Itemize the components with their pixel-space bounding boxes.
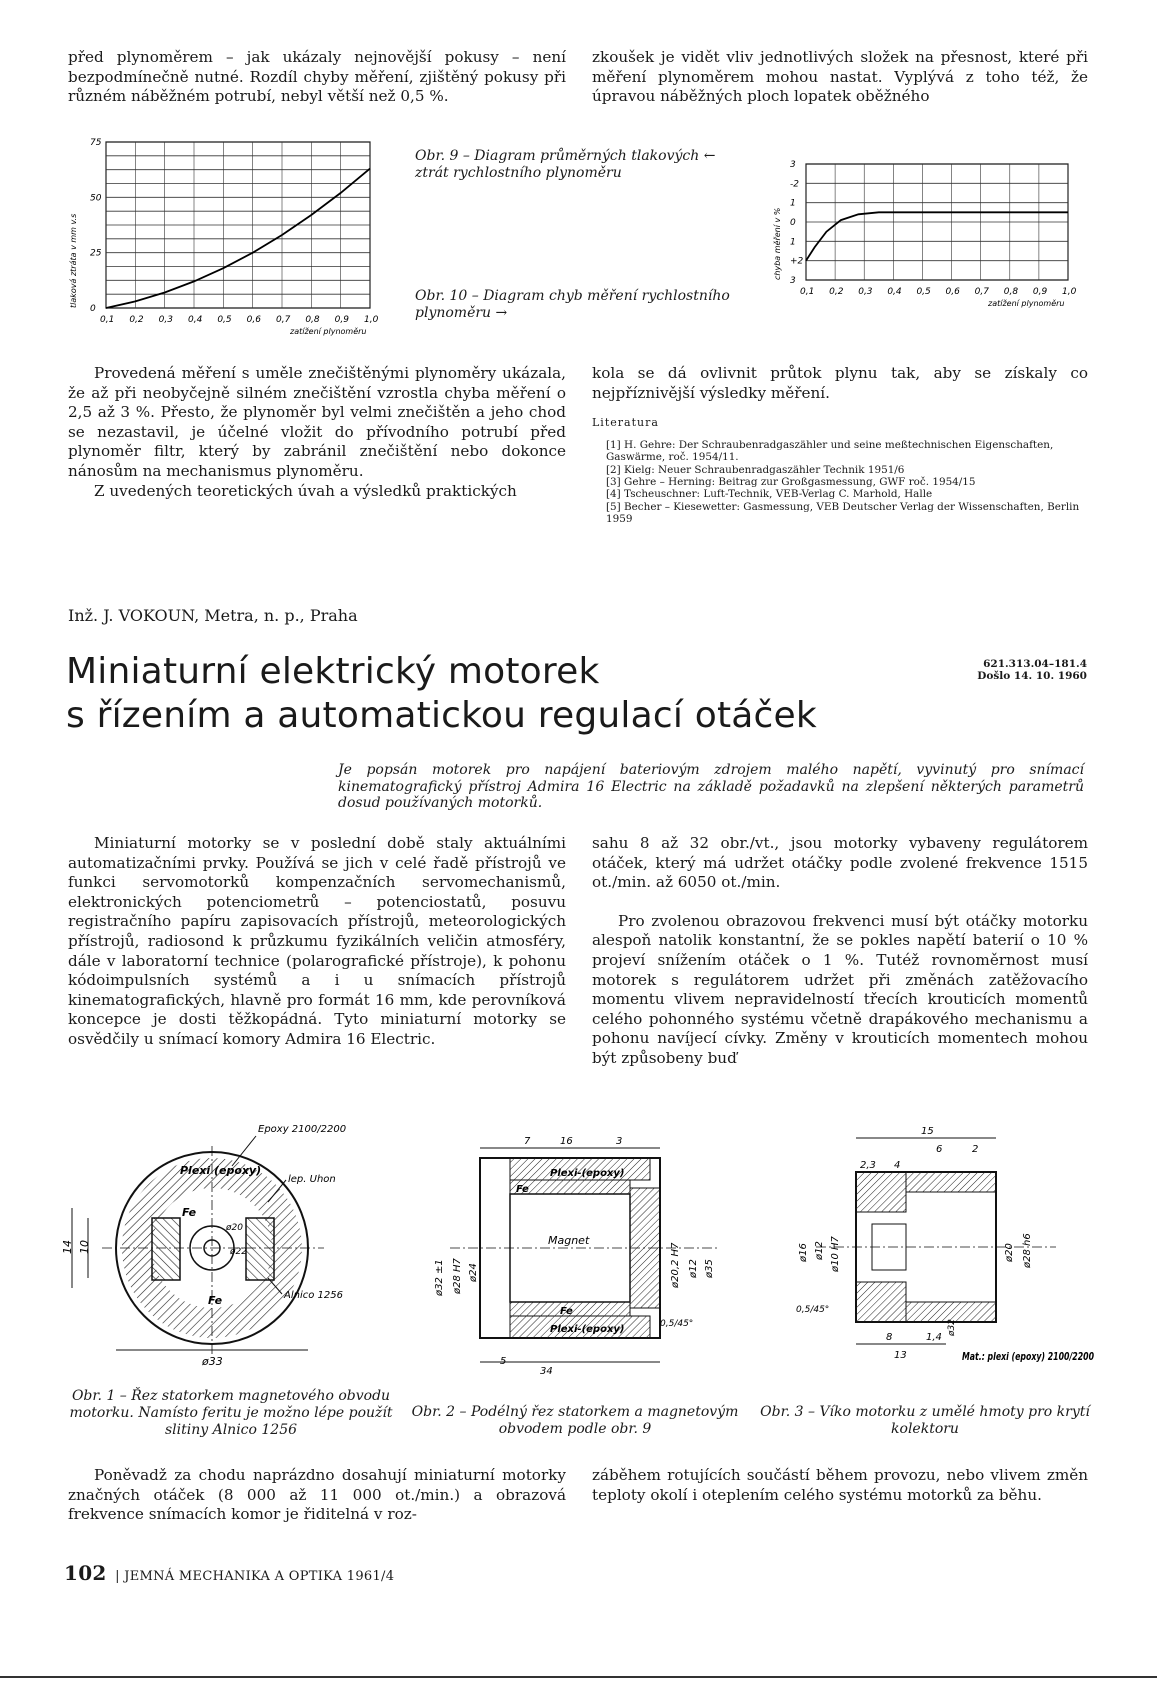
fig3-dim-13: 13 — [894, 1350, 907, 1361]
fig1-label-epoxy: Epoxy 2100/2200 — [258, 1124, 347, 1135]
x-tick-label: 0,1 — [800, 287, 815, 297]
fig1-label-fe-bottom: Fe — [208, 1294, 223, 1307]
fig3-caption: Obr. 3 – Víko motorku z umělé hmoty pro krytí kolektoru — [760, 1404, 1090, 1437]
x-axis-label: zatížení plynoměru — [988, 299, 1065, 308]
bottom-right-column — [592, 1466, 1088, 1505]
series-line — [806, 212, 1068, 260]
fig1-label-lep: lep. Uhon — [288, 1174, 336, 1185]
fig3-dim-10: ø10 H7 — [830, 1236, 841, 1272]
bottom-right-paragraph: záběhem rotujících součástí během provozu, nebo vlivem změn teploty okolí i oteplením celého systému motorků za běhu. — [592, 1466, 1088, 1504]
fig2-dim-20: ø20,2 H7 — [670, 1242, 681, 1288]
fig1-dim-10: 10 — [78, 1240, 91, 1254]
fig3-dim-23: 2,3 — [860, 1160, 876, 1171]
article-title — [66, 650, 817, 738]
x-tick-label: 0,2 — [829, 287, 844, 297]
bottom-left-paragraph: Poněvadž za chodu naprázdno dosahují miniaturní motorky značných otáček (8 000 až 11 000 ot./min.) a obrazová frekvence snímacích komor je řiditelná v roz- — [68, 1466, 566, 1524]
fig10-caption: Obr. 10 – Diagram chyb měření rychlostního plynoměru → — [415, 288, 730, 321]
top-left-paragraph: před plynoměrem – jak ukázaly nejnovější pokusy – není bezpodmínečně nutné. Rozdíl chyby měření, zjištěný pokusy při různém náběžném potrubí, nebyl větší než 0,5 %. — [68, 48, 566, 106]
fig9-chart — [66, 134, 386, 344]
fig3-dim-2: 2 — [972, 1144, 979, 1155]
fig2-dim-7: 7 — [524, 1136, 531, 1147]
x-tick-label: 1,0 — [364, 315, 379, 325]
bottom-left-column — [68, 1466, 566, 1525]
fig2-dim-3: 3 — [616, 1136, 623, 1147]
fig2-dim-34: 34 — [540, 1366, 553, 1377]
cover-wall-bottom — [906, 1302, 996, 1322]
fig2-chamfer: 0,5/45° — [660, 1319, 694, 1329]
fig2-dim-16: 16 — [560, 1136, 573, 1147]
mid-left-paragraph-1: Provedená měření s uměle znečištěnými plynoměry ukázala, že až při neobyčejně silném znečištění vzrostla chyba měření o 2,5 až 3 %. Přesto, že plynoměr byl velmi znečištěn a jeho chod se nezastavil, je účelné vložit do přívodního potrubí před plynoměr filtr, který by zabránil znečištění nebo dokonce nánosům na mechanismus plynoměru. — [68, 364, 566, 480]
y-axis-label: tlaková ztráta v mm v.s — [69, 213, 78, 308]
x-tick-label: 0,2 — [129, 315, 144, 325]
x-tick-label: 0,4 — [887, 287, 902, 297]
x-tick-label: 0,5 — [217, 315, 232, 325]
x-tick-label: 0,3 — [858, 287, 873, 297]
x-axis-label: zatížení plynoměru — [290, 327, 367, 336]
x-tick-label: 0,3 — [158, 315, 173, 325]
body-right-paragraph-1: sahu 8 až 32 obr./vt., jsou motorky vybaveny regulátorem otáček, který má udržet otáčky podle zvolené frekvence 1515 ot./min. až 6050 ot./min. — [592, 834, 1088, 892]
fig10-chart — [770, 152, 1100, 322]
fig3-dim-4: 4 — [894, 1160, 901, 1171]
fig1-label-plexi: Plexi (epoxy) — [180, 1164, 262, 1177]
page-number: 102 — [64, 1561, 107, 1585]
x-tick-label: 0,6 — [945, 287, 960, 297]
fig1-dim-33: ø33 — [202, 1355, 223, 1368]
x-tick-label: 0,6 — [246, 315, 261, 325]
literature-item: [5] Becher – Kiesewetter: Gasmessung, VEB Deutscher Verlag der Wissenschaften, Berlin 1959 — [606, 500, 1080, 526]
literature-item: [2] Kielg: Neuer Schraubenradgaszähler Technik 1951/6 — [606, 463, 905, 476]
y-tick-label: 0 — [90, 304, 96, 314]
page-footer — [64, 1561, 394, 1585]
fig3-dim-8: 8 — [886, 1332, 893, 1343]
fig3-dim-6: 6 — [936, 1144, 943, 1155]
y-tick-label: 3 — [790, 276, 796, 286]
mid-right-paragraph: kola se dá ovlivnit průtok plynu tak, aby se získaly co nejpříznivější výsledky měření. — [592, 364, 1088, 402]
fig1-label-fe-top: Fe — [182, 1206, 197, 1219]
fig2-dim-5: 5 — [500, 1356, 507, 1367]
literature-item: [4] Tscheuschner: Luft-Technik, VEB-Verlag C. Marhold, Halle — [606, 488, 933, 501]
x-tick-label: 0,4 — [188, 315, 203, 325]
mid-right-column — [592, 364, 1088, 526]
y-tick-label: +2 — [790, 256, 804, 267]
fig1-dim-20: ø20 — [226, 1223, 243, 1233]
fig9-caption: Obr. 9 – Diagram průměrných tlakových ← ztrát rychlostního plynoměru — [415, 148, 716, 181]
x-tick-label: 0,8 — [305, 315, 320, 325]
fig2-drawing — [420, 1118, 750, 1388]
fig2-dim-35: ø35 — [704, 1259, 715, 1278]
literature-heading: Literatura — [592, 416, 659, 430]
body-right-paragraph-2: Pro zvolenou obrazovou frekvenci musí být otáčky motorku alespoň natolik konstantní, že se pokles napětí baterií o 10 % projeví snížením otáček o 1 %. Tutéž rovnoměrnost musí motorek s regulátorem udržet při změnách zatěžovacího momentu vlivem nepravidelností třecích krouticích momentů celého pohonného systému včetně drapákového mechanismu a pohonu navíjecí cívky. Změny v krouticích momentech mohou být způsobeny buď — [592, 911, 1088, 1067]
fig3-dim-16: ø16 — [798, 1243, 809, 1262]
fig3-dim-28: ø28 h6 — [1022, 1233, 1033, 1268]
fig2-label-fe-bottom: Fe — [560, 1306, 573, 1317]
fig2-dim-28: ø28 H7 — [452, 1258, 463, 1294]
fig2-dim-12: ø12 — [688, 1259, 699, 1278]
fig3-dim-14: 1,4 — [926, 1332, 942, 1343]
top-right-paragraph: zkoušek je vidět vliv jednotlivých složek na přesnost, které při měření plynoměrem mohou nastat. Vyplývá z toho též, že úpravou náběžných ploch lopatek oběžného — [592, 48, 1088, 106]
fig3-drawing — [776, 1112, 1096, 1382]
y-tick-label: -2 — [790, 179, 799, 190]
cover-flange-top — [856, 1172, 906, 1212]
fig3-dim-20: ø20 — [1004, 1243, 1015, 1262]
body-right-column — [592, 834, 1088, 1069]
article-meta — [977, 658, 1087, 682]
fig2-label-magnet: Magnet — [548, 1234, 590, 1247]
cover-flange-bottom — [856, 1282, 906, 1322]
series-line — [106, 169, 370, 308]
cover-wall — [906, 1172, 996, 1192]
y-tick-label: 75 — [90, 138, 102, 148]
top-left-column — [68, 48, 566, 107]
fig2-label-plexi-top: Plexi-(epoxy) — [550, 1168, 625, 1179]
mid-left-column — [68, 364, 566, 501]
fig3-chamfer: 0,5/45° — [796, 1305, 830, 1315]
x-tick-label: 0,8 — [1003, 287, 1019, 297]
journal-name: JEMNÁ MECHANIKA A OPTIKA 1961/4 — [124, 1569, 395, 1584]
fig1-dim-14: 14 — [61, 1240, 74, 1254]
x-tick-label: 1,0 — [1062, 287, 1077, 297]
fig2-dim-24: ø24 — [468, 1263, 479, 1282]
fig3-dim-12: ø12 — [814, 1241, 825, 1260]
bottom-rule — [0, 1676, 1157, 1678]
literature-item: [1] H. Gehre: Der Schraubenradgaszähler und seine meßtechnischen Eigenschaften, Gaswärme, roč. 1954/11. — [606, 438, 1054, 464]
x-tick-label: 0,1 — [100, 315, 115, 325]
y-tick-label: 0 — [790, 218, 796, 228]
y-axis-label: chyba měření v % — [773, 207, 782, 280]
fig2-label-fe-top: Fe — [516, 1184, 529, 1195]
fig3-material: Mat.: plexi (epoxy) 2100/2200 — [962, 1350, 1095, 1363]
fig3-dim-32: ø32 — [947, 1319, 957, 1336]
top-right-column — [592, 48, 1088, 107]
y-tick-label: 25 — [90, 248, 102, 259]
fig2-label-plexi-bottom: Plexi-(epoxy) — [550, 1324, 625, 1335]
x-tick-label: 0,9 — [1032, 287, 1048, 297]
author-line: Inž. J. VOKOUN, Metra, n. p., Praha — [68, 606, 358, 625]
magnet-left — [152, 1218, 180, 1280]
magnet-right — [246, 1218, 274, 1280]
mid-left-paragraph-2: Z uvedených teoretických úvah a výsledků praktických — [94, 481, 517, 500]
y-tick-label: 1 — [790, 237, 796, 248]
y-tick-label: 3 — [790, 160, 796, 170]
title-line-1: Miniaturní elektrický motorek — [66, 651, 600, 692]
y-tick-label: 1 — [790, 198, 796, 209]
fig2-dim-32: ø32 ±1 — [434, 1259, 445, 1296]
y-tick-label: 50 — [90, 193, 102, 204]
fig1-dim-22: ø22 — [230, 1247, 247, 1257]
x-tick-label: 0,7 — [974, 287, 989, 297]
fig2-caption: Obr. 2 – Podélný řez statorkem a magnetovým obvodem podle obr. 9 — [411, 1404, 739, 1437]
abstract: Je popsán motorek pro napájení bateriovým zdrojem malého napětí, vyvinutý pro snímací kinematografický přístroj Admira 16 Electric na základě požadavků na zlepšení některých parametrů dosud používaných motorků. — [338, 762, 1084, 811]
x-tick-label: 0,7 — [276, 315, 291, 325]
x-tick-label: 0,9 — [334, 315, 349, 325]
literature-item: [3] Gehre – Herning: Beitrag zur Großgasmessung, GWF roč. 1954/15 — [606, 476, 976, 488]
x-tick-label: 0,5 — [916, 287, 931, 297]
fig1-drawing — [62, 1118, 392, 1388]
fig1-caption: Obr. 1 – Řez statorkem magnetového obvodu motorku. Namísto feritu je možno lépe použít slitiny Alnico 1256 — [69, 1388, 393, 1438]
udc-code: 621.313.04–181.4 — [983, 658, 1087, 670]
title-line-2: s řízením a automatickou regulací otáček — [66, 695, 817, 736]
footer-separator: | — [115, 1569, 120, 1584]
body-left-column — [68, 834, 566, 1050]
fig3-dim-15: 15 — [921, 1126, 934, 1137]
fig1-label-alnico: Alnico 1256 — [284, 1290, 343, 1301]
received-date: Došlo 14. 10. 1960 — [977, 670, 1087, 682]
body-left-paragraph: Miniaturní motorky se v poslední době staly aktuálními automatizačními prvky. Používá se jich v celé řadě přístrojů ve funkci servomotorků kompenzačních servomechanismů, elektronických potenciometrů – potenciostatů, posuvu registračního papíru zapisovacích přístrojů, meteorologických přístrojů, radiosond k průzkumu fyzikálních veličin atmosféry, dále v laboratorní technice (polarografické přístroje), k pohonu kódoimpulsních systémů a i u snímacích přístrojů kinematografických, hlavně pro formát 16 mm, kde perovníková koncepce je dosti těžkopádná. Tyto miniaturní motorky se osvědčily u snímací komory Admira 16 Electric. — [68, 834, 566, 1048]
